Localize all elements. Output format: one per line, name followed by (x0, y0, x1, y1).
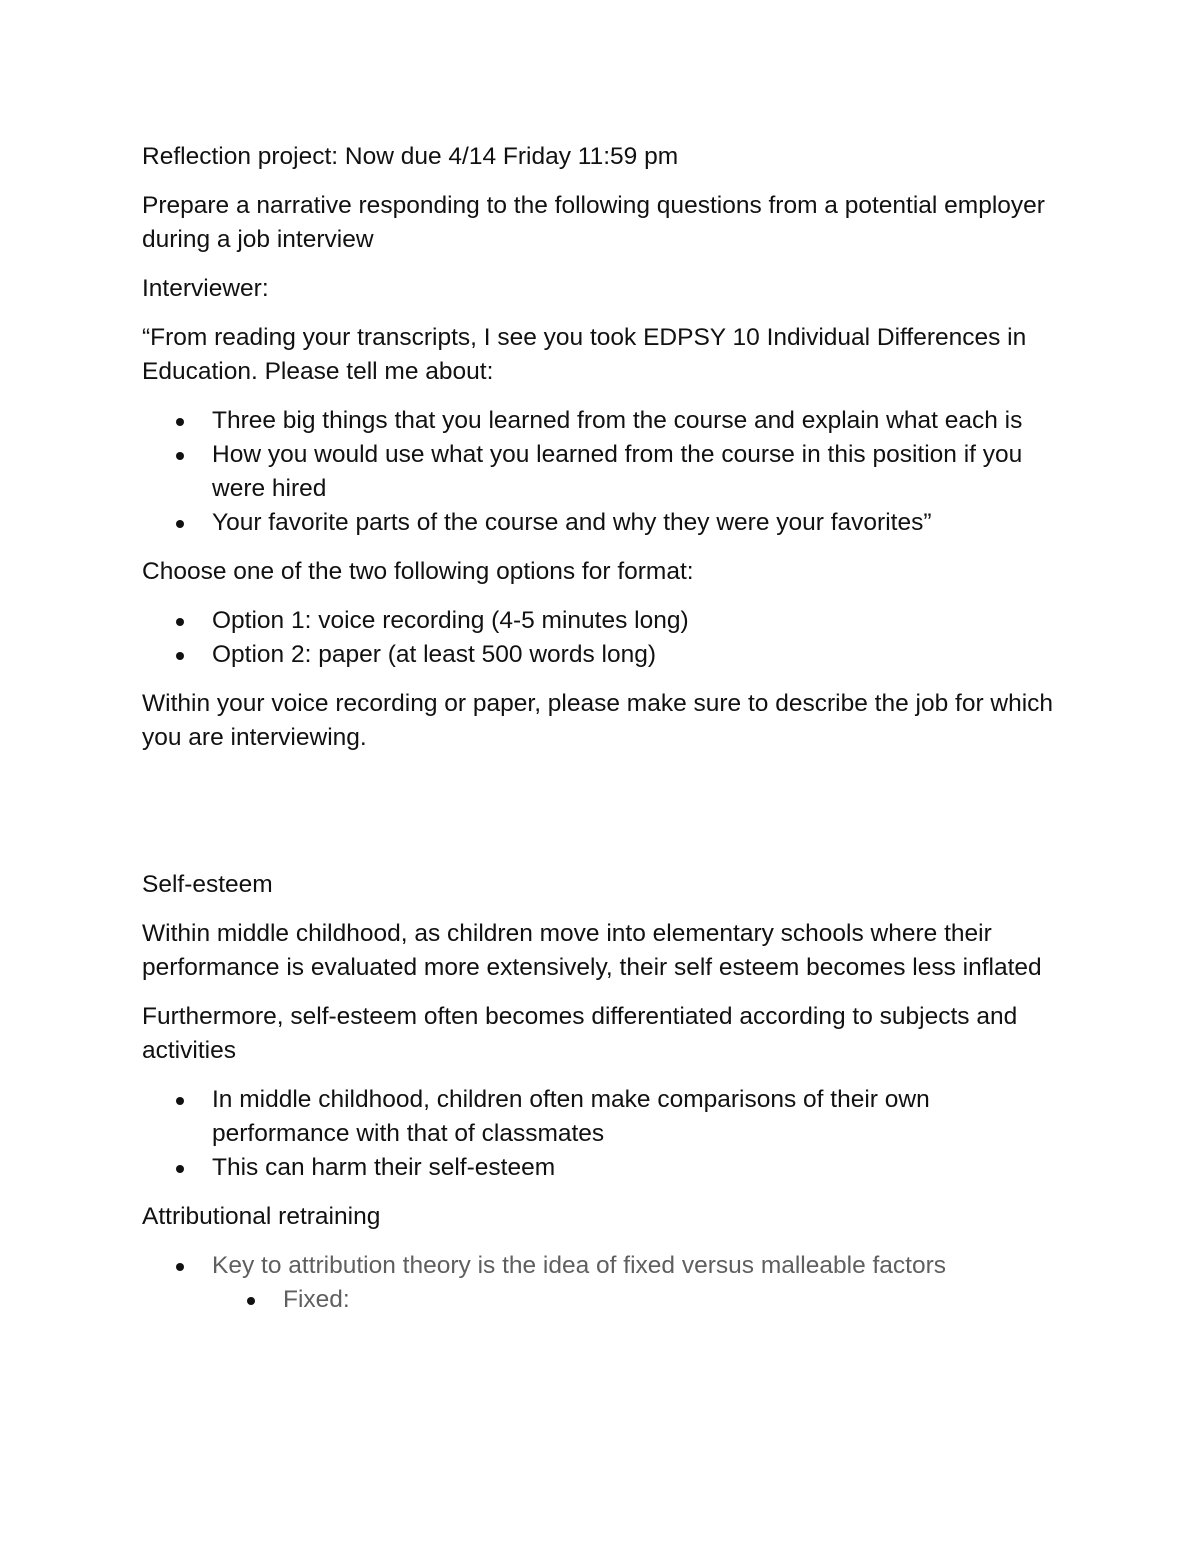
closing-instruction: Within your voice recording or paper, please make sure to describe the job for which you are interviewing. (142, 690, 1054, 751)
list-item: This can harm their self-esteem (212, 1151, 1070, 1185)
self-esteem-heading: Self-esteem (142, 871, 273, 898)
attributional-heading: Attributional retraining (142, 1203, 381, 1230)
list-item: How you would use what you learned from the course in this position if you were hired (212, 438, 1070, 506)
format-option-list (142, 604, 1070, 672)
list-item (212, 1249, 1070, 1317)
list-item: Option 1: voice recording (4-5 minutes long) (212, 604, 1070, 638)
reflection-intro: Prepare a narrative responding to the following questions from a potential employer during a job interview (142, 192, 1045, 253)
attributional-sub-list (212, 1283, 1070, 1317)
reflection-title: Reflection project: Now due 4/14 Friday 11:59 pm (142, 143, 679, 170)
self-esteem-list (142, 1083, 1070, 1185)
self-esteem-paragraph-1: Within middle childhood, as children move into elementary schools where their performance is evaluated more extensively, their self esteem becomes less inflated (142, 920, 1042, 981)
interviewer-quote: “From reading your transcripts, I see you took EDPSY 10 Individual Differences in Education. Please tell me about: (142, 324, 1027, 385)
spacer (142, 770, 1070, 868)
attribution-bullet-text: Key to attribution theory is the idea of fixed versus malleable factors (212, 1252, 947, 1279)
list-item: Option 2: paper (at least 500 words long) (212, 638, 1070, 672)
format-prompt: Choose one of the two following options for format: (142, 558, 694, 585)
list-item: Three big things that you learned from the course and explain what each is (212, 404, 1070, 438)
list-item: In middle childhood, children often make comparisons of their own performance with that of classmates (212, 1083, 1070, 1151)
attributional-list (142, 1249, 1070, 1317)
interviewer-label: Interviewer: (142, 275, 269, 302)
self-esteem-paragraph-2: Furthermore, self-esteem often becomes differentiated according to subjects and activities (142, 1003, 1018, 1064)
question-list (142, 404, 1070, 540)
list-item: Your favorite parts of the course and why they were your favorites” (212, 506, 1070, 540)
list-item: Fixed: (283, 1283, 1070, 1317)
